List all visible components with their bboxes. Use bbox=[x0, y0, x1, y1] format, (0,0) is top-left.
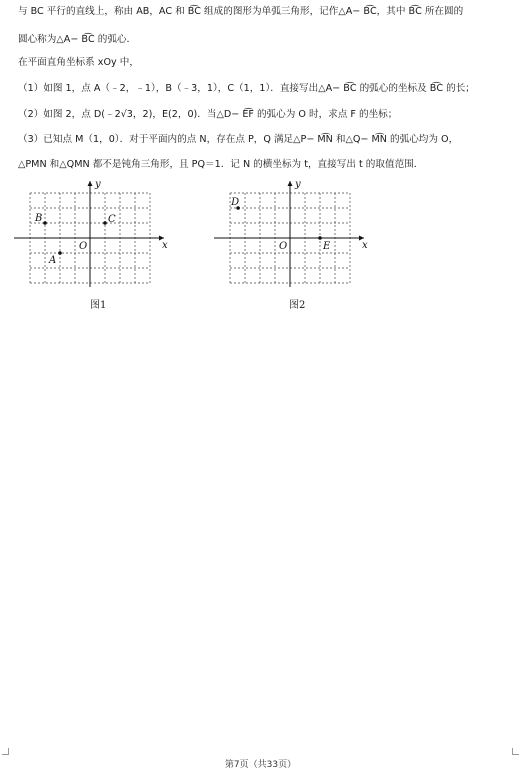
corner-mark-right bbox=[512, 748, 519, 755]
corner-mark-left bbox=[2, 748, 9, 755]
fig1-x-label: x bbox=[162, 240, 168, 251]
fig2-y-label: y bbox=[295, 179, 301, 190]
fig2-point-e bbox=[318, 236, 322, 240]
fig2-x-label: x bbox=[362, 240, 368, 251]
fig1-y-label: y bbox=[95, 179, 101, 190]
text-line-2: 圆心称为△A− B͡C 的弧心． bbox=[18, 34, 137, 45]
fig1-point-label-c: C bbox=[108, 214, 116, 225]
coordinate-grid-2 bbox=[214, 172, 384, 290]
figure-1-caption: 图1 bbox=[90, 300, 107, 311]
page-footer: 第7页（共33页） bbox=[224, 760, 297, 770]
text-line-4: （1）如图 1，点 A（﹣2，﹣1），B（﹣3，1），C（1，1）．直接写出△A− B͡C 的弧心的坐标及 B͡C 的长； bbox=[18, 83, 475, 94]
fig2-point-label-d: D bbox=[231, 197, 240, 208]
fig1-origin-label: O bbox=[79, 241, 88, 252]
figure-1 bbox=[14, 172, 184, 294]
fig1-point-a bbox=[58, 251, 62, 255]
fig1-point-b bbox=[43, 221, 47, 225]
figure-2 bbox=[214, 172, 384, 294]
fig2-origin-label: O bbox=[279, 241, 288, 252]
fig2-point-label-e: E bbox=[323, 241, 331, 252]
text-line-1: 与 BC 平行的直线上，称由 AB，AC 和 B͡C 组成的图形为单弧三角形，记作△A− B͡C，其中 B͡C 所在圆的 bbox=[18, 6, 464, 17]
text-line-5: （2）如图 2，点 D(﹣2√3，2)，E(2，0)．当△D− E͡F 的弧心为 O 时，求点 F 的坐标； bbox=[18, 109, 398, 120]
fig2-y-arrow bbox=[288, 181, 293, 186]
fig1-point-c bbox=[103, 221, 107, 225]
text-line-6: （3）已知点 M（1，0）．对于平面内的点 N，存在点 P，Q 满足△P− M͡N 和△Q− M͡N 的弧心均为 O， bbox=[18, 134, 459, 145]
coordinate-grid-1 bbox=[14, 172, 184, 290]
text-line-3: 在平面直角坐标系 xOy 中， bbox=[18, 57, 139, 68]
fig1-y-arrow bbox=[88, 181, 93, 186]
figure-2-caption: 图2 bbox=[289, 300, 306, 311]
fig1-point-label-b: B bbox=[35, 213, 43, 224]
text-line-7: △PMN 和△QMN 都不是钝角三角形，且 PQ＝1．记 N 的横坐标为 t，直接写出 t 的取值范围． bbox=[18, 159, 424, 170]
fig1-point-label-a: A bbox=[49, 255, 57, 266]
